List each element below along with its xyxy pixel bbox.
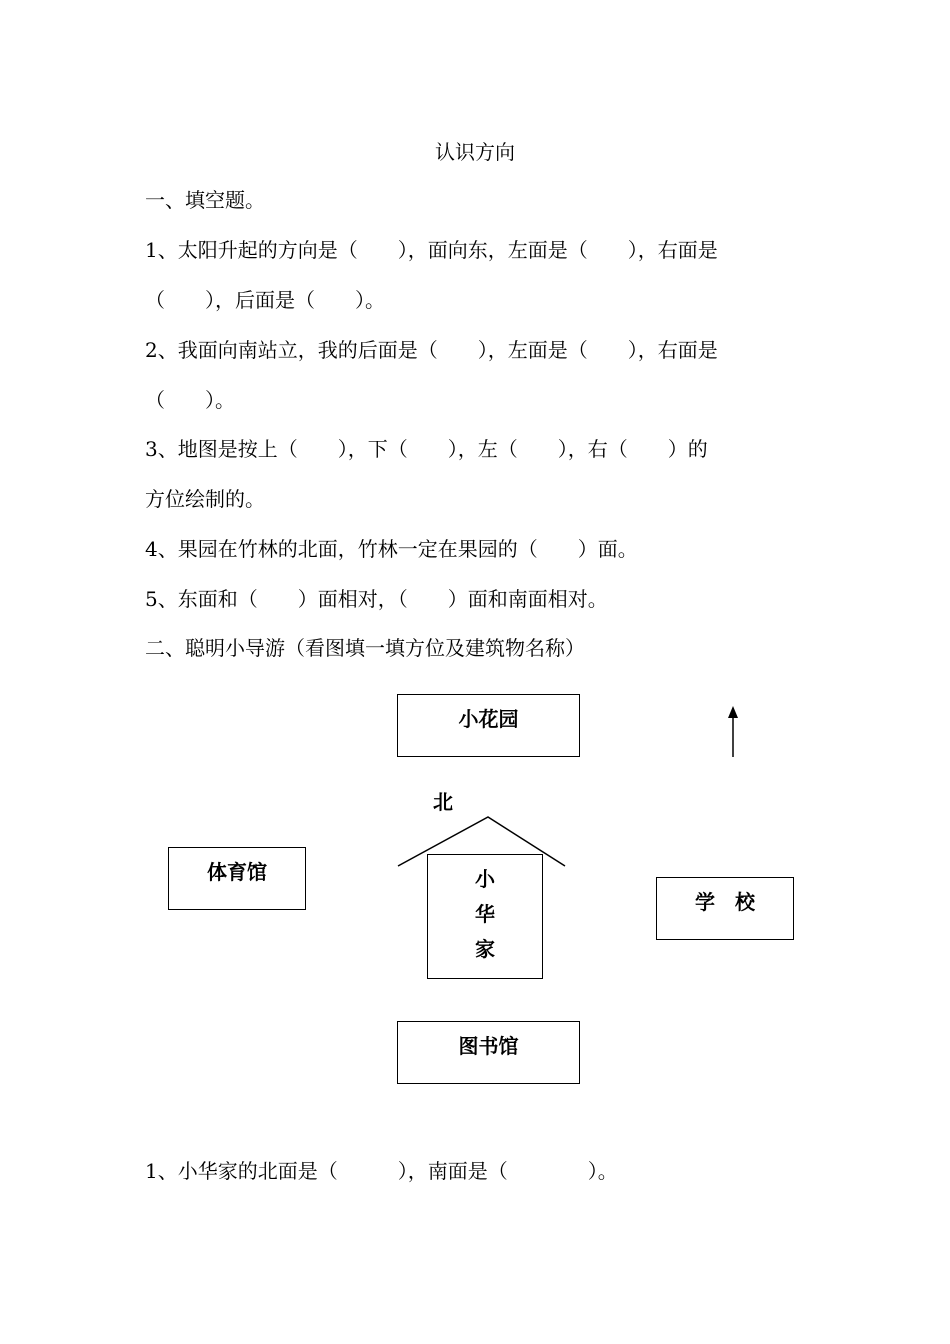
gym-box (168, 847, 306, 910)
question-3-line-2: 方位绘制的。 (145, 487, 265, 511)
home-char-1: 小 (475, 867, 495, 891)
question-5: 5、东面和（ ）面相对，（ ）面和南面相对。 (145, 587, 608, 611)
question-2-line-1: 2、我面向南站立，我的后面是（ ），左面是（ ），右面是 (145, 338, 718, 362)
question-2-line-2: （ ）。 (145, 388, 235, 412)
home-char-2: 华 (475, 902, 495, 926)
section2-question-1: 1、小华家的北面是（ ），南面是（ ）。 (145, 1159, 618, 1183)
school-label: 学 校 (695, 890, 755, 914)
section2-heading: 二、聪明小导游（看图填一填方位及建筑物名称） (145, 636, 585, 660)
home-char-3: 家 (475, 937, 495, 961)
gym-label: 体育馆 (207, 860, 267, 884)
home-label (470, 862, 500, 967)
page-title: 认识方向 (435, 140, 515, 164)
library-box (397, 1021, 580, 1084)
school-box (656, 877, 794, 940)
section1-heading: 一、填空题。 (145, 188, 265, 212)
garden-label: 小花园 (458, 707, 519, 731)
north-label: 北 (433, 790, 453, 814)
library-label: 图书馆 (458, 1034, 519, 1058)
question-1-line-1: 1、太阳升起的方向是（ ），面向东，左面是（ ），右面是 (145, 238, 718, 262)
question-1-line-2: （ ），后面是（ ）。 (145, 288, 385, 312)
question-3-line-1: 3、地图是按上（ ），下（ ），左（ ），右（ ）的 (145, 437, 708, 461)
north-arrow-head (728, 706, 738, 718)
question-4: 4、果园在竹林的北面，竹林一定在果园的（ ）面。 (145, 537, 638, 561)
